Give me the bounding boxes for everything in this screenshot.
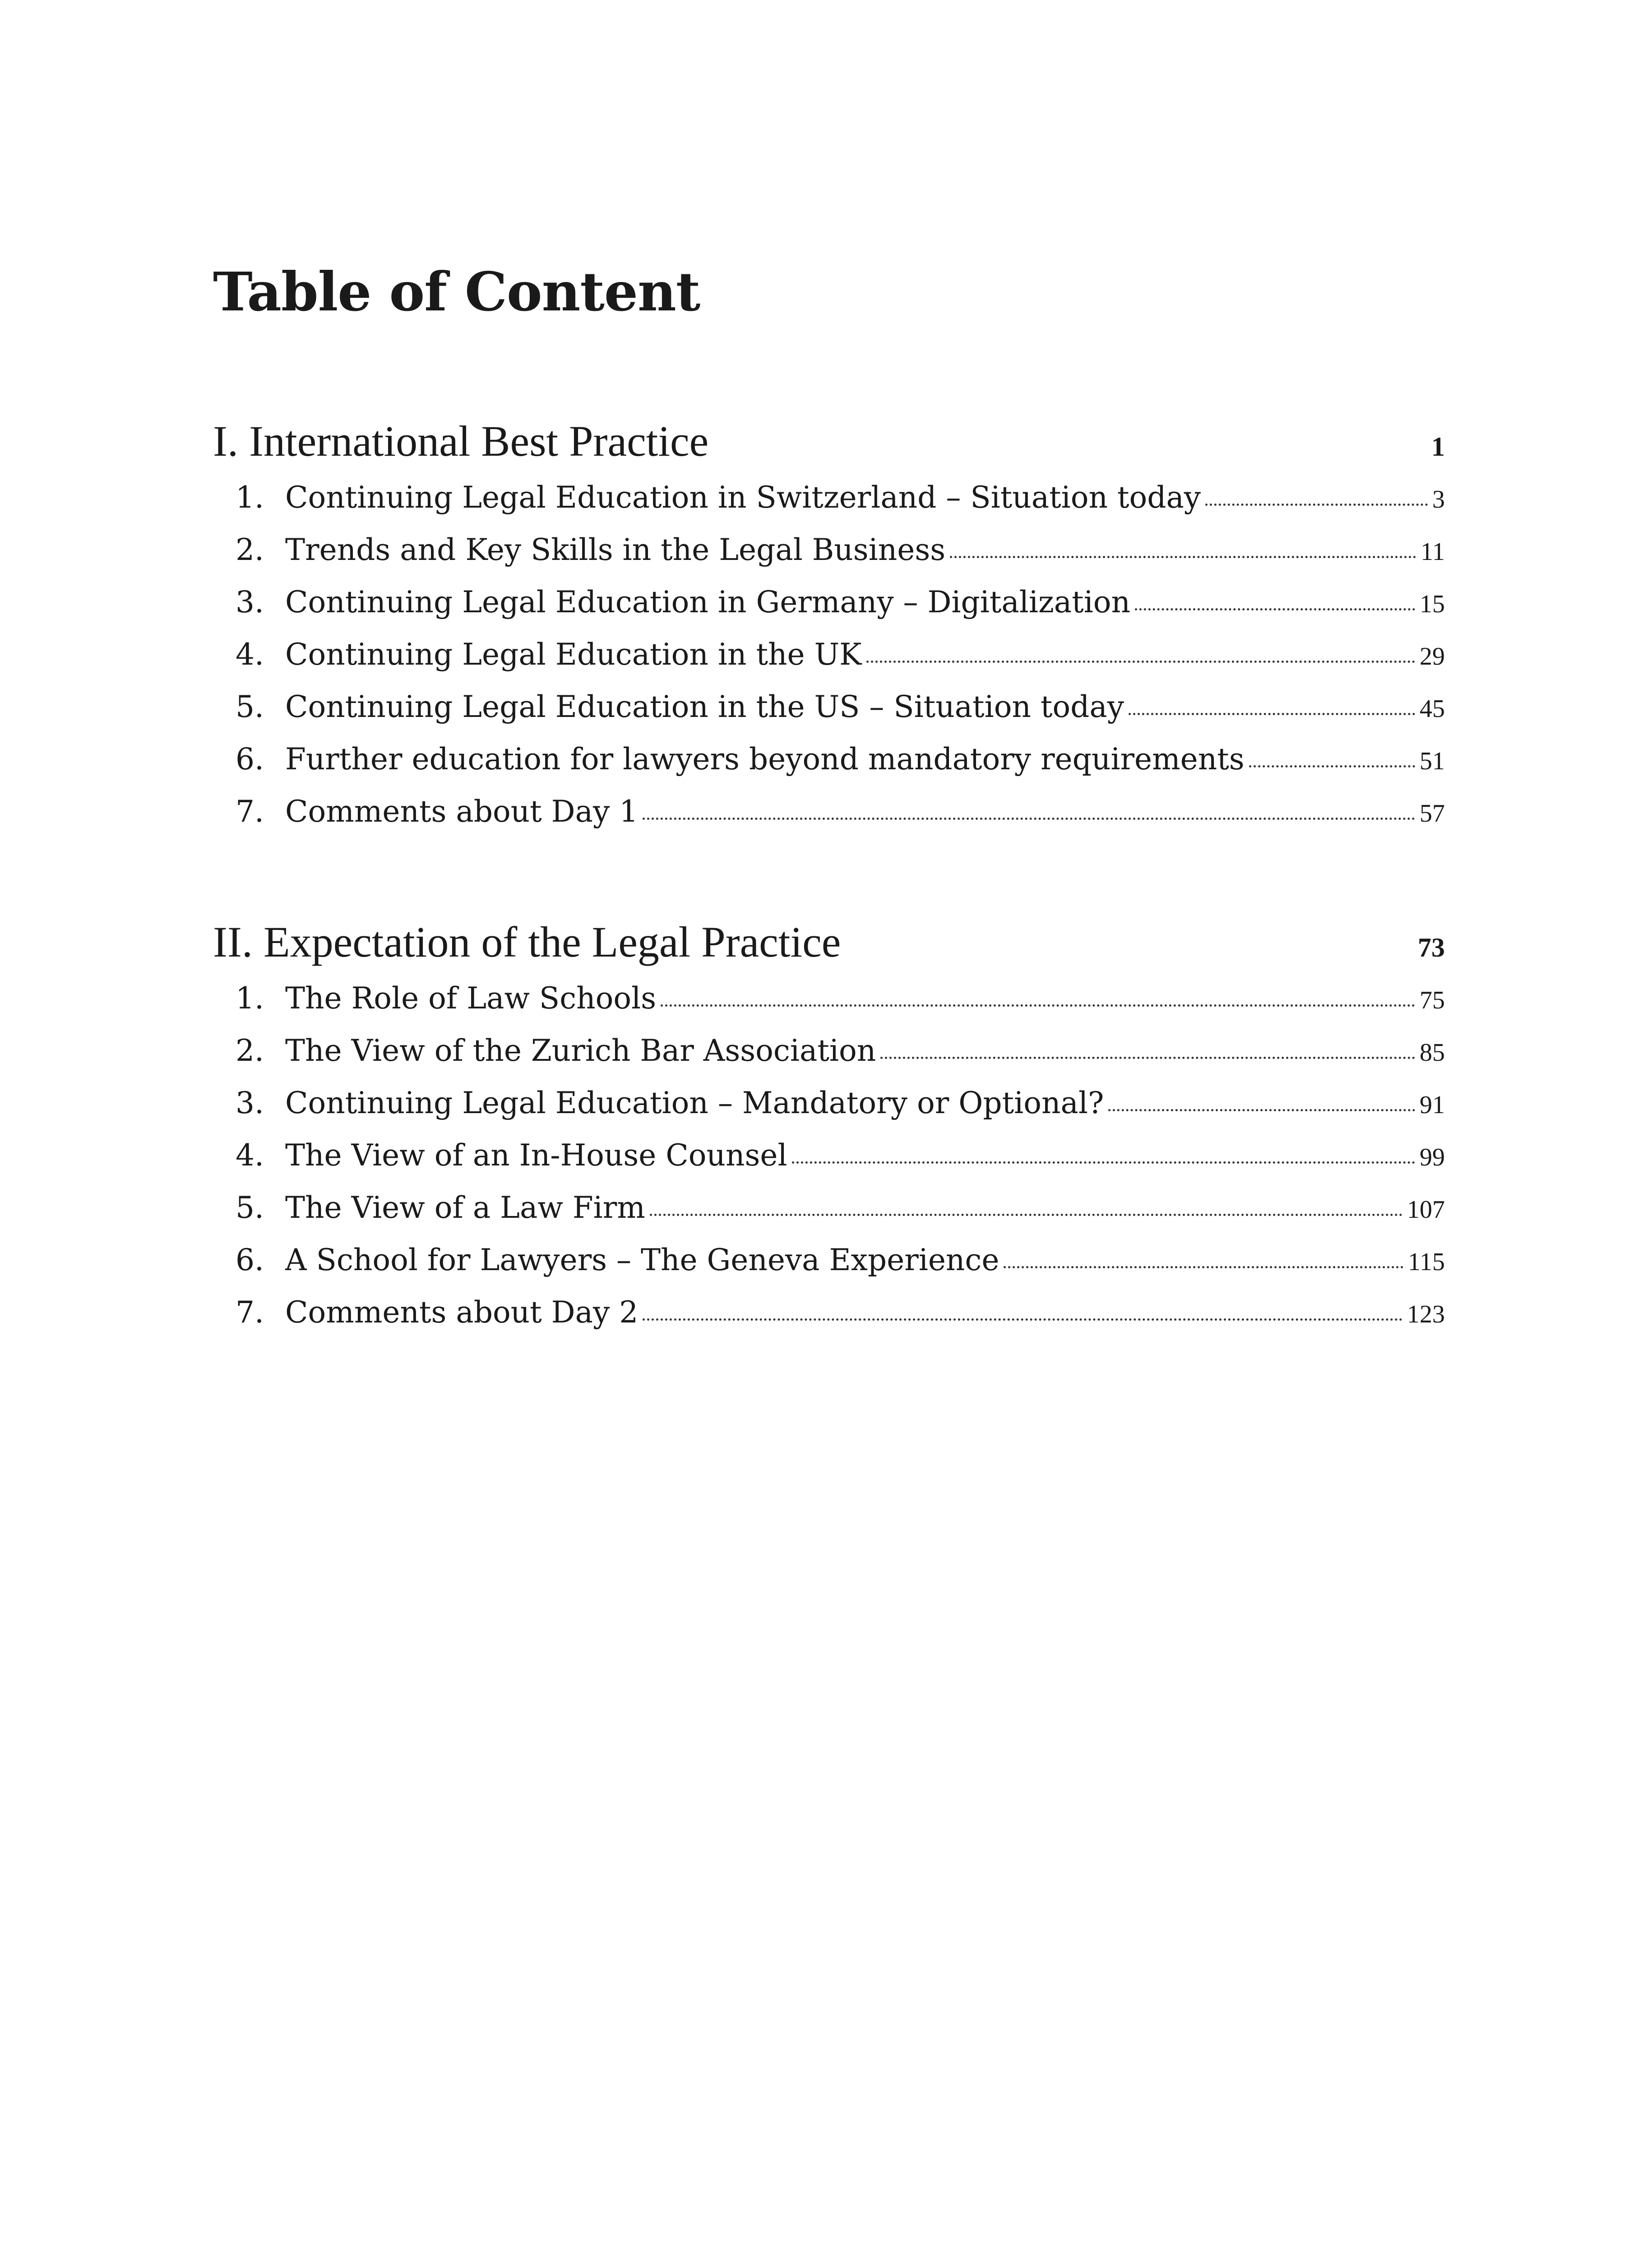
dot-leader: [650, 1213, 1402, 1216]
section-page-number: 1: [1431, 432, 1445, 462]
entry-page-number: 99: [1420, 1143, 1445, 1171]
entry-number: 3.: [236, 585, 264, 619]
entry-number: 1.: [236, 480, 264, 515]
entry-page-number: 85: [1420, 1039, 1445, 1067]
dot-leader: [1205, 503, 1428, 506]
entry-number: 7.: [236, 1295, 264, 1330]
entry-title: Comments about Day 2: [285, 1295, 639, 1330]
section-page-number: 73: [1418, 933, 1445, 962]
entry-page-number: 115: [1408, 1248, 1445, 1276]
toc-entry[interactable]: [213, 1088, 1445, 1141]
entry-title: Further education for lawyers beyond mandatory requirements: [285, 742, 1245, 777]
entry-title: The View of a Law Firm: [285, 1190, 645, 1225]
dot-leader: [1249, 765, 1415, 767]
entry-title: Comments about Day 1: [285, 794, 639, 829]
entry-page-number: 3: [1432, 485, 1445, 513]
dot-leader: [661, 1004, 1415, 1007]
entry-page-number: 91: [1420, 1091, 1445, 1119]
entry-page-number: 75: [1420, 986, 1445, 1014]
toc-entry[interactable]: [213, 744, 1445, 797]
dot-leader: [1004, 1266, 1403, 1268]
toc-entry[interactable]: [213, 1138, 1445, 1193]
toc-entry[interactable]: [213, 689, 1445, 744]
dot-leader: [1135, 608, 1415, 610]
entry-page-number: 29: [1420, 643, 1445, 670]
dot-leader: [792, 1161, 1415, 1164]
dot-leader: [643, 817, 1415, 820]
dot-leader: [866, 660, 1416, 663]
entry-title: Continuing Legal Education in the US – Situation today: [285, 689, 1124, 724]
entry-number: 3.: [236, 1086, 264, 1120]
entry-title: The Role of Law Schools: [285, 981, 657, 1016]
entry-number: 4.: [236, 1138, 264, 1173]
toc-entry[interactable]: [213, 480, 1445, 535]
entry-title: Continuing Legal Education in Germany – Digitalization: [285, 585, 1130, 619]
entry-number: 5.: [236, 689, 264, 724]
dot-leader: [1129, 712, 1415, 715]
entry-number: 6.: [236, 742, 264, 777]
toc-entry-list: [213, 480, 1445, 849]
section-heading: [213, 417, 1445, 483]
entry-number: 2.: [236, 532, 264, 567]
toc-entry[interactable]: [213, 532, 1445, 587]
toc-entry[interactable]: [213, 1033, 1445, 1088]
entry-page-number: 45: [1420, 695, 1445, 723]
toc-section-international-best-practice: [213, 417, 1445, 849]
entry-number: 5.: [236, 1190, 264, 1225]
entry-title: Continuing Legal Education in Switzerland – Situation today: [285, 480, 1201, 515]
entry-number: 6.: [236, 1243, 264, 1277]
entry-number: 1.: [236, 981, 264, 1016]
entry-title: The View of the Zurich Bar Association: [285, 1033, 876, 1068]
toc-entry[interactable]: [213, 587, 1445, 640]
entry-title: Trends and Key Skills in the Legal Business: [285, 532, 946, 567]
entry-title: Continuing Legal Education – Mandatory or Optional?: [285, 1086, 1104, 1120]
entry-number: 2.: [236, 1033, 264, 1068]
toc-section-expectation-of-legal-practice: [213, 920, 1445, 1350]
toc-entry[interactable]: [213, 981, 1445, 1036]
entry-title: Continuing Legal Education in the UK: [285, 637, 862, 672]
entry-page-number: 51: [1420, 747, 1445, 775]
entry-page-number: 57: [1420, 800, 1445, 828]
toc-entry[interactable]: [213, 794, 1445, 849]
entry-page-number: 15: [1420, 590, 1445, 618]
entry-title: A School for Lawyers – The Geneva Experience: [285, 1243, 1000, 1277]
entry-number: 7.: [236, 794, 264, 829]
toc-entry[interactable]: [213, 637, 1445, 692]
entry-page-number: 11: [1421, 538, 1445, 566]
section-title: II. Expectation of the Legal Practice: [213, 918, 841, 966]
entry-number: 4.: [236, 637, 264, 672]
entry-page-number: 123: [1407, 1300, 1445, 1328]
section-heading: [213, 920, 1445, 984]
entry-title: The View of an In-House Counsel: [285, 1138, 787, 1173]
dot-leader: [880, 1056, 1415, 1059]
page-title: Table of Content: [213, 260, 700, 323]
dot-leader: [643, 1318, 1402, 1321]
dot-leader: [950, 555, 1416, 558]
toc-entry[interactable]: [213, 1245, 1445, 1298]
toc-entry-list: [213, 981, 1445, 1350]
dot-leader: [1108, 1109, 1415, 1111]
toc-entry[interactable]: [213, 1295, 1445, 1350]
entry-page-number: 107: [1407, 1196, 1445, 1224]
toc-entry[interactable]: [213, 1190, 1445, 1245]
section-title: I. International Best Practice: [213, 417, 709, 465]
